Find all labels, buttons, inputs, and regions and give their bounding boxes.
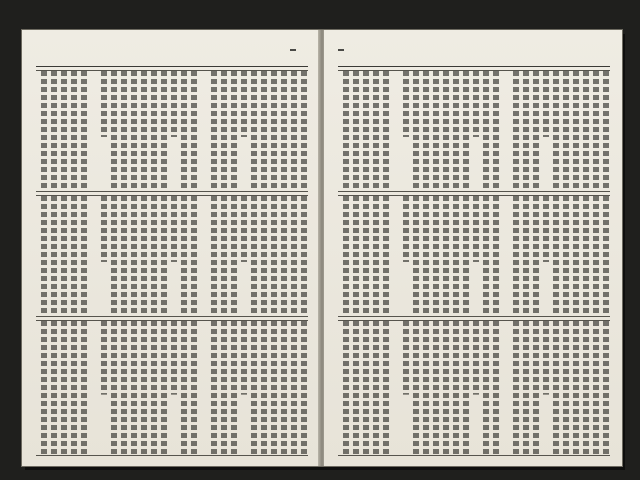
- text-column: [421, 71, 430, 191]
- text-column: [391, 71, 400, 191]
- text-column: [531, 71, 540, 191]
- text-column: [239, 196, 248, 316]
- text-column: [149, 71, 158, 191]
- text-column: [179, 321, 188, 455]
- text-column: [119, 196, 128, 316]
- text-column: [219, 321, 228, 455]
- text-column: [601, 321, 610, 455]
- text-column: [129, 71, 138, 191]
- text-column: [411, 196, 420, 316]
- text-column: [259, 196, 268, 316]
- text-column: [571, 321, 580, 455]
- text-column: [179, 71, 188, 191]
- text-column: [299, 196, 308, 316]
- text-column: [551, 196, 560, 316]
- text-column: [411, 71, 420, 191]
- text-column: [59, 321, 68, 455]
- text-column: [391, 196, 400, 316]
- text-column: [561, 321, 570, 455]
- text-column: [69, 71, 78, 191]
- text-column: [179, 196, 188, 316]
- text-column: [471, 71, 480, 191]
- text-column: [341, 71, 350, 191]
- text-column: [381, 71, 390, 191]
- text-column: [189, 196, 198, 316]
- text-column: [149, 196, 158, 316]
- text-column: [89, 196, 98, 316]
- text-column: [79, 71, 88, 191]
- text-column: [401, 196, 410, 316]
- text-column: [401, 321, 410, 455]
- text-column: [49, 196, 58, 316]
- text-column: [209, 71, 218, 191]
- text-column: [531, 321, 540, 455]
- text-column: [199, 321, 208, 455]
- text-column: [279, 321, 288, 455]
- text-column: [491, 196, 500, 316]
- text-column: [259, 321, 268, 455]
- text-column: [491, 321, 500, 455]
- text-column: [521, 196, 530, 316]
- text-column: [421, 321, 430, 455]
- text-column: [199, 196, 208, 316]
- text-column: [591, 71, 600, 191]
- text-column: [289, 321, 298, 455]
- text-column: [229, 196, 238, 316]
- text-column: [561, 71, 570, 191]
- text-column: [119, 321, 128, 455]
- text-column: [199, 71, 208, 191]
- text-column: [361, 196, 370, 316]
- left-text-block-middle: [36, 195, 308, 317]
- text-column: [69, 196, 78, 316]
- text-column: [471, 321, 480, 455]
- text-column: [219, 196, 228, 316]
- text-column: [481, 71, 490, 191]
- text-column: [601, 71, 610, 191]
- text-column: [591, 196, 600, 316]
- text-column: [229, 71, 238, 191]
- text-column: [381, 321, 390, 455]
- text-column: [431, 71, 440, 191]
- text-column: [421, 196, 430, 316]
- text-column: [461, 71, 470, 191]
- text-column: [189, 71, 198, 191]
- text-column: [89, 321, 98, 455]
- text-column: [269, 71, 278, 191]
- right-header-rule: [338, 66, 610, 67]
- right-text-block-top: [338, 70, 610, 192]
- text-column: [521, 71, 530, 191]
- text-column: [341, 321, 350, 455]
- text-column: [249, 71, 258, 191]
- left-page: [22, 30, 320, 466]
- text-column: [289, 71, 298, 191]
- text-column: [451, 196, 460, 316]
- text-column: [239, 71, 248, 191]
- text-column: [259, 71, 268, 191]
- text-column: [571, 71, 580, 191]
- text-column: [371, 321, 380, 455]
- text-column: [169, 321, 178, 455]
- text-column: [89, 71, 98, 191]
- text-column: [511, 321, 520, 455]
- text-column: [209, 196, 218, 316]
- text-column: [209, 321, 218, 455]
- text-column: [189, 321, 198, 455]
- text-column: [501, 71, 510, 191]
- text-column: [371, 196, 380, 316]
- text-column: [169, 71, 178, 191]
- text-column: [119, 71, 128, 191]
- text-column: [471, 196, 480, 316]
- text-column: [169, 196, 178, 316]
- text-column: [451, 71, 460, 191]
- text-column: [491, 71, 500, 191]
- text-column: [269, 321, 278, 455]
- text-column: [501, 196, 510, 316]
- text-column: [129, 321, 138, 455]
- text-column: [109, 71, 118, 191]
- right-text-block-bottom: [338, 320, 610, 456]
- text-column: [511, 196, 520, 316]
- text-column: [249, 321, 258, 455]
- text-column: [561, 196, 570, 316]
- text-column: [79, 321, 88, 455]
- text-column: [431, 196, 440, 316]
- text-column: [59, 71, 68, 191]
- text-column: [239, 321, 248, 455]
- text-column: [451, 321, 460, 455]
- text-column: [401, 71, 410, 191]
- text-column: [461, 196, 470, 316]
- left-text-block-bottom: [36, 320, 308, 456]
- right-text-block-middle: [338, 195, 610, 317]
- text-column: [481, 196, 490, 316]
- text-column: [441, 71, 450, 191]
- text-column: [361, 321, 370, 455]
- text-column: [591, 321, 600, 455]
- text-column: [501, 321, 510, 455]
- text-column: [159, 321, 168, 455]
- text-column: [341, 196, 350, 316]
- right-page-number: [338, 49, 344, 51]
- text-column: [351, 321, 360, 455]
- text-column: [99, 321, 108, 455]
- text-column: [541, 71, 550, 191]
- text-column: [441, 196, 450, 316]
- text-column: [279, 71, 288, 191]
- right-page: [324, 30, 622, 466]
- text-column: [581, 71, 590, 191]
- text-column: [99, 71, 108, 191]
- text-column: [481, 321, 490, 455]
- text-column: [371, 71, 380, 191]
- text-column: [39, 71, 48, 191]
- text-column: [541, 196, 550, 316]
- text-column: [541, 321, 550, 455]
- text-column: [351, 196, 360, 316]
- text-column: [159, 71, 168, 191]
- text-column: [511, 71, 520, 191]
- text-column: [431, 321, 440, 455]
- text-column: [551, 321, 560, 455]
- left-header-rule: [36, 66, 308, 67]
- text-column: [219, 71, 228, 191]
- text-column: [49, 71, 58, 191]
- text-column: [79, 196, 88, 316]
- text-column: [581, 321, 590, 455]
- text-column: [39, 321, 48, 455]
- text-column: [299, 71, 308, 191]
- text-column: [149, 321, 158, 455]
- text-column: [411, 321, 420, 455]
- text-column: [269, 196, 278, 316]
- open-book: [22, 30, 622, 466]
- text-column: [571, 196, 580, 316]
- text-column: [59, 196, 68, 316]
- text-column: [99, 196, 108, 316]
- text-column: [39, 196, 48, 316]
- text-column: [279, 196, 288, 316]
- text-column: [289, 196, 298, 316]
- text-column: [69, 321, 78, 455]
- text-column: [109, 196, 118, 316]
- text-column: [531, 196, 540, 316]
- text-column: [381, 196, 390, 316]
- text-column: [521, 321, 530, 455]
- text-column: [601, 196, 610, 316]
- text-column: [49, 321, 58, 455]
- text-column: [351, 71, 360, 191]
- text-column: [391, 321, 400, 455]
- text-column: [551, 71, 560, 191]
- text-column: [129, 196, 138, 316]
- text-column: [581, 196, 590, 316]
- text-column: [139, 71, 148, 191]
- text-column: [159, 196, 168, 316]
- text-column: [139, 321, 148, 455]
- text-column: [109, 321, 118, 455]
- text-column: [229, 321, 238, 455]
- text-column: [139, 196, 148, 316]
- text-column: [461, 321, 470, 455]
- text-column: [441, 321, 450, 455]
- text-column: [299, 321, 308, 455]
- text-column: [249, 196, 258, 316]
- text-column: [361, 71, 370, 191]
- left-text-block-top: [36, 70, 308, 192]
- left-page-number: [290, 49, 296, 51]
